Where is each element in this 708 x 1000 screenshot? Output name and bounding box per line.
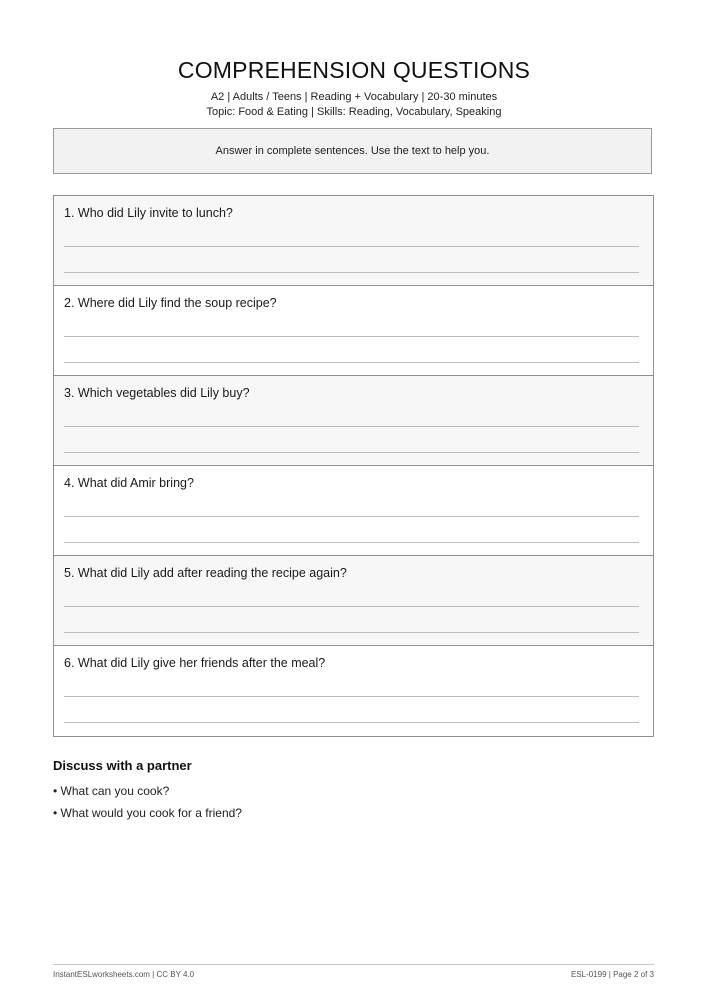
question-row <box>54 556 653 646</box>
footer-source: InstantESLworksheets.com | CC BY 4.0 <box>53 970 195 979</box>
question-text: 3. Which vegetables did Lily buy? <box>64 386 250 400</box>
answer-line[interactable] <box>64 426 639 427</box>
answer-line[interactable] <box>64 696 639 697</box>
answer-line[interactable] <box>64 246 639 247</box>
question-row <box>54 376 653 466</box>
question-row <box>54 466 653 556</box>
answer-line[interactable] <box>64 606 639 607</box>
level-info: A2 | Adults / Teens | Reading + Vocabulary | 20-30 minutes <box>210 91 498 103</box>
page-title: COMPREHENSION QUESTIONS <box>177 57 531 83</box>
topic-info: Topic: Food & Eating | Skills: Reading, Vocabulary, Speaking <box>206 106 502 118</box>
question-row <box>54 196 653 286</box>
answer-line[interactable] <box>64 336 639 337</box>
question-row <box>54 646 653 736</box>
footer-page-number: ESL-0199 | Page 2 of 3 <box>570 970 654 979</box>
answer-line[interactable] <box>64 452 639 453</box>
discussion-heading: Discuss with a partner <box>53 758 192 773</box>
question-text: 5. What did Lily add after reading the recipe again? <box>64 566 347 580</box>
question-text: 2. Where did Lily find the soup recipe? <box>64 296 277 310</box>
answer-line[interactable] <box>64 542 639 543</box>
question-row <box>54 286 653 376</box>
question-text: 1. Who did Lily invite to lunch? <box>64 206 233 220</box>
answer-line[interactable] <box>64 516 639 517</box>
discussion-item: • What can you cook? <box>53 784 170 798</box>
question-text: 4. What did Amir bring? <box>64 476 194 490</box>
instructions-box: Answer in complete sentences. Use the text to help you. <box>53 128 652 174</box>
answer-line[interactable] <box>64 272 639 273</box>
discussion-item: • What would you cook for a friend? <box>53 806 242 820</box>
answer-line[interactable] <box>64 632 639 633</box>
footer-divider <box>53 964 654 965</box>
questions-table <box>53 195 654 737</box>
answer-line[interactable] <box>64 722 639 723</box>
answer-line[interactable] <box>64 362 639 363</box>
question-text: 6. What did Lily give her friends after the meal? <box>64 656 326 670</box>
